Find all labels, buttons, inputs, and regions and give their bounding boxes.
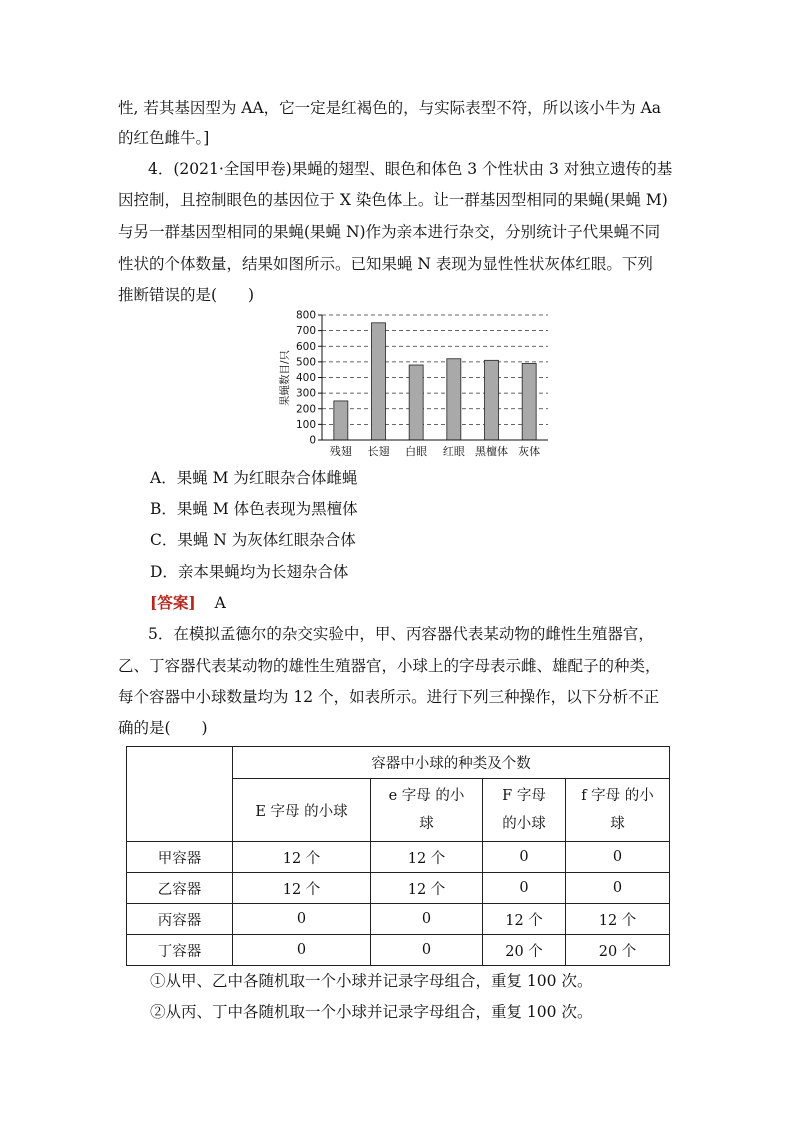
header-F-line-1: F 字母 (502, 788, 546, 804)
bar-2 (409, 365, 423, 440)
chart-grid (322, 315, 548, 424)
cell-F: 0 (483, 873, 566, 904)
y-tick-label: 100 (295, 418, 316, 431)
table-group-header: 容器中小球的种类及个数 (233, 747, 670, 779)
row-name: 丁容器 (127, 935, 233, 966)
cell-f: 0 (566, 873, 670, 904)
cell-E: 0 (233, 935, 371, 966)
cell-f: 12 个 (566, 904, 670, 935)
q4-answer (150, 592, 226, 614)
q4-line-2: 因控制，且控制眼色的基因位于 X 染色体上。让一群基因型相同的果蝇(果蝇 M) (118, 191, 668, 209)
y-tick-label: 600 (295, 340, 316, 353)
cell-E: 0 (233, 904, 371, 935)
q5-line-2: 乙、丁容器代表某动物的雄性生殖器官，小球上的字母表示雌、雄配子的种类， (118, 657, 661, 675)
cell-e: 12 个 (371, 873, 483, 904)
cell-E: 12 个 (233, 873, 371, 904)
y-tick-label: 200 (295, 403, 316, 416)
table-row (127, 842, 670, 873)
q4-line-4: 性状的个体数量，结果如图所示。已知果蝇 N 表现为显性性状灰体红眼。下列 (118, 255, 653, 273)
answer-value: A (214, 594, 226, 612)
q4-option-c: C．果蝇 N 为灰体红眼杂合体 (150, 531, 356, 549)
header-f-line-2: 球 (610, 816, 625, 832)
q5-line-3: 每个容器中小球数量均为 12 个，如表所示。进行下列三种操作，以下分析不正 (118, 688, 660, 706)
q4-option-d: D．亲本果蝇均为长翅杂合体 (150, 563, 349, 581)
cell-E: 12 个 (233, 842, 371, 873)
table-row (127, 873, 670, 904)
header-e-line-2: 球 (419, 816, 434, 832)
y-tick-label: 800 (295, 309, 316, 322)
chart-x-labels (330, 444, 540, 458)
bar-0 (334, 401, 348, 440)
bar-5 (522, 363, 536, 440)
x-category-label: 残翅 (329, 445, 352, 458)
table-header-e (371, 779, 483, 842)
q5-operation-1: ①从甲、乙中各随机取一个小球并记录字母组合，重复 100 次。 (150, 972, 593, 990)
bar-1 (372, 323, 386, 440)
cell-f: 20 个 (566, 935, 670, 966)
answer-label: [答案] (150, 593, 196, 612)
cell-F: 0 (483, 842, 566, 873)
chart-y-ticks (296, 310, 322, 447)
chart-bars (334, 323, 536, 440)
row-name: 甲容器 (127, 842, 233, 873)
bar-4 (485, 360, 499, 440)
q4-line-1: 4．(2021·全国甲卷)果蝇的翅型、眼色和体色 3 个性状由 3 对独立遗传的基 (148, 160, 673, 178)
y-tick-label: 300 (295, 387, 316, 400)
table-header-E: E 字母 的小球 (233, 779, 371, 842)
header-e-line-1: e 字母 的小 (388, 788, 465, 804)
y-tick-label: 400 (295, 372, 316, 384)
x-category-label: 白眼 (405, 445, 428, 458)
ball-count-table (126, 746, 670, 966)
cell-f: 0 (566, 842, 670, 873)
cell-e: 0 (371, 904, 483, 935)
y-tick-label: 700 (295, 325, 316, 338)
table-row (127, 935, 670, 966)
cell-F: 12 个 (483, 904, 566, 935)
header-f-line-1: f 字母 的小 (581, 788, 654, 804)
row-name: 丙容器 (127, 904, 233, 935)
y-tick-label: 0 (309, 434, 316, 447)
q5-line-4: 确的是( ) (118, 719, 208, 737)
x-category-label: 红眼 (442, 445, 465, 458)
x-category-label: 黑檀体 (475, 445, 508, 458)
x-category-label: 灰体 (518, 445, 541, 458)
q5-line-1: 5．在模拟孟德尔的杂交实验中，甲、丙容器代表某动物的雌性生殖器官， (148, 625, 654, 643)
table-row (127, 904, 670, 935)
table-header-f (566, 779, 670, 842)
row-name: 乙容器 (127, 873, 233, 904)
q4-line-3: 与另一群基因型相同的果蝇(果蝇 N)作为亲本进行杂交，分别统计子代果蝇不同 (118, 223, 661, 241)
cell-e: 12 个 (371, 842, 483, 873)
intro-line-2: 的红色雌牛。] (118, 129, 210, 147)
bar-chart (270, 306, 560, 466)
chart-y-label: 果蝇数目/只 (279, 349, 291, 407)
y-tick-label: 500 (295, 356, 316, 369)
q4-option-a: A．果蝇 M 为红眼杂合体雌蝇 (150, 469, 358, 487)
cell-F: 20 个 (483, 935, 566, 966)
table-header-F (483, 779, 566, 842)
q5-operation-2: ②从丙、丁中各随机取一个小球并记录字母组合，重复 100 次。 (150, 1003, 593, 1021)
bar-3 (447, 359, 461, 440)
header-F-line-2: 的小球 (502, 816, 546, 832)
intro-line-1: 性, 若其基因型为 AA，它一定是红褐色的，与实际表型不符，所以该小牛为 Aa (118, 99, 662, 117)
q4-option-b: B．果蝇 M 体色表现为黑檀体 (150, 500, 358, 518)
table-corner-cell (127, 747, 233, 842)
q4-line-5: 推断错误的是( ) (118, 286, 255, 304)
x-category-label: 长翅 (367, 445, 390, 458)
cell-e: 0 (371, 935, 483, 966)
